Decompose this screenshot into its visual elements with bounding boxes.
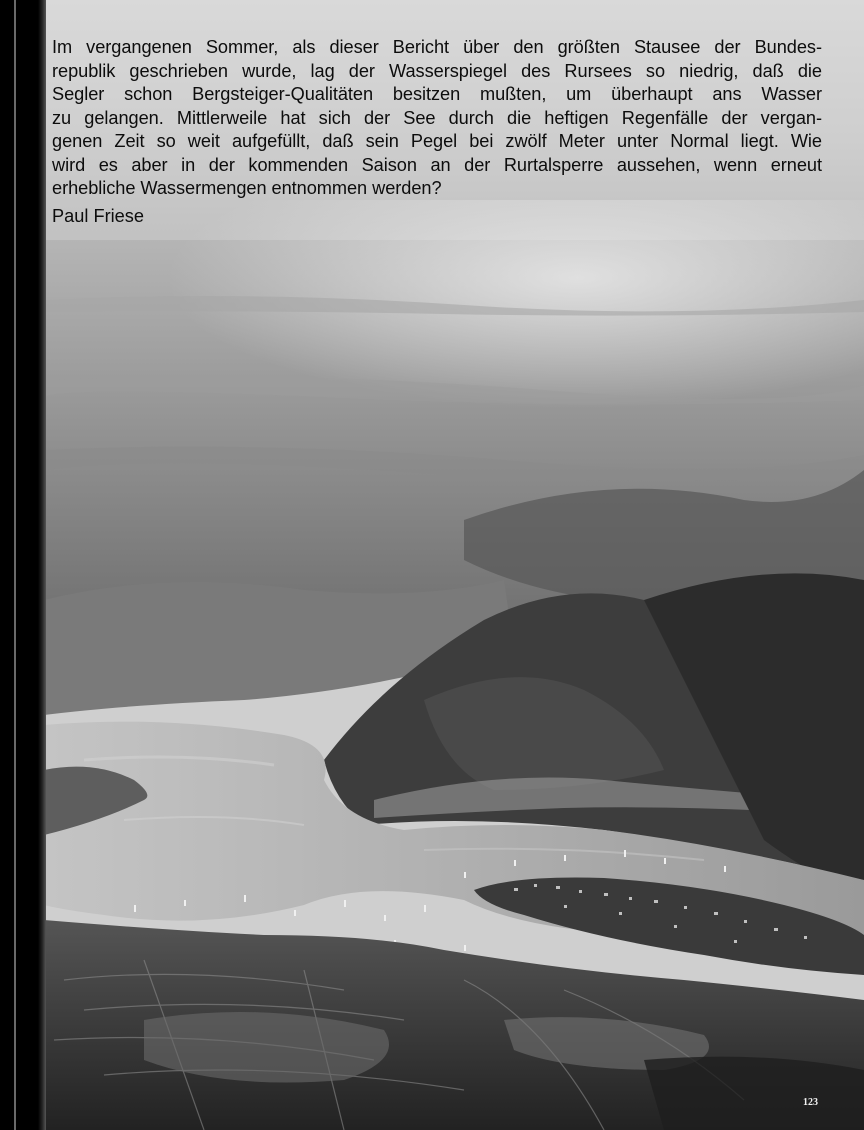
article-text-block xyxy=(52,36,822,228)
dark-foreground-woods xyxy=(644,1057,864,1130)
page-number: 123 xyxy=(803,1097,818,1108)
article-line: zu gelangen. Mittlerweile hat sich der See durch die heftigen Regenfälle der vergan- xyxy=(52,107,822,128)
binding-crease xyxy=(14,0,16,1130)
page-binding-edge xyxy=(0,0,46,1130)
article-line: erhebliche Wassermengen entnommen werden? xyxy=(52,178,442,198)
article-line: genen Zeit so weit aufgefüllt, daß sein Pegel bei zwölf Meter unter Normal liegt. Wie xyxy=(52,131,822,151)
author-name: Paul Friese xyxy=(52,205,144,226)
article-paragraph xyxy=(52,36,822,201)
article-line: Im vergangenen Sommer, als dieser Bericht über den größten Stausee der Bundes- xyxy=(52,37,822,57)
article-line: Segler schon Bergsteiger-Qualitäten besitzen mußten, um überhaupt ans Wasser xyxy=(52,84,822,104)
article-line: republik geschrieben wurde, lag der Wasserspiegel des Rursees so niedrig, daß die xyxy=(52,60,822,81)
haze-glow xyxy=(44,200,864,460)
article-line: wird es aber in der kommenden Saison an der Rurtalsperre aussehen, wenn erneut xyxy=(52,154,822,175)
